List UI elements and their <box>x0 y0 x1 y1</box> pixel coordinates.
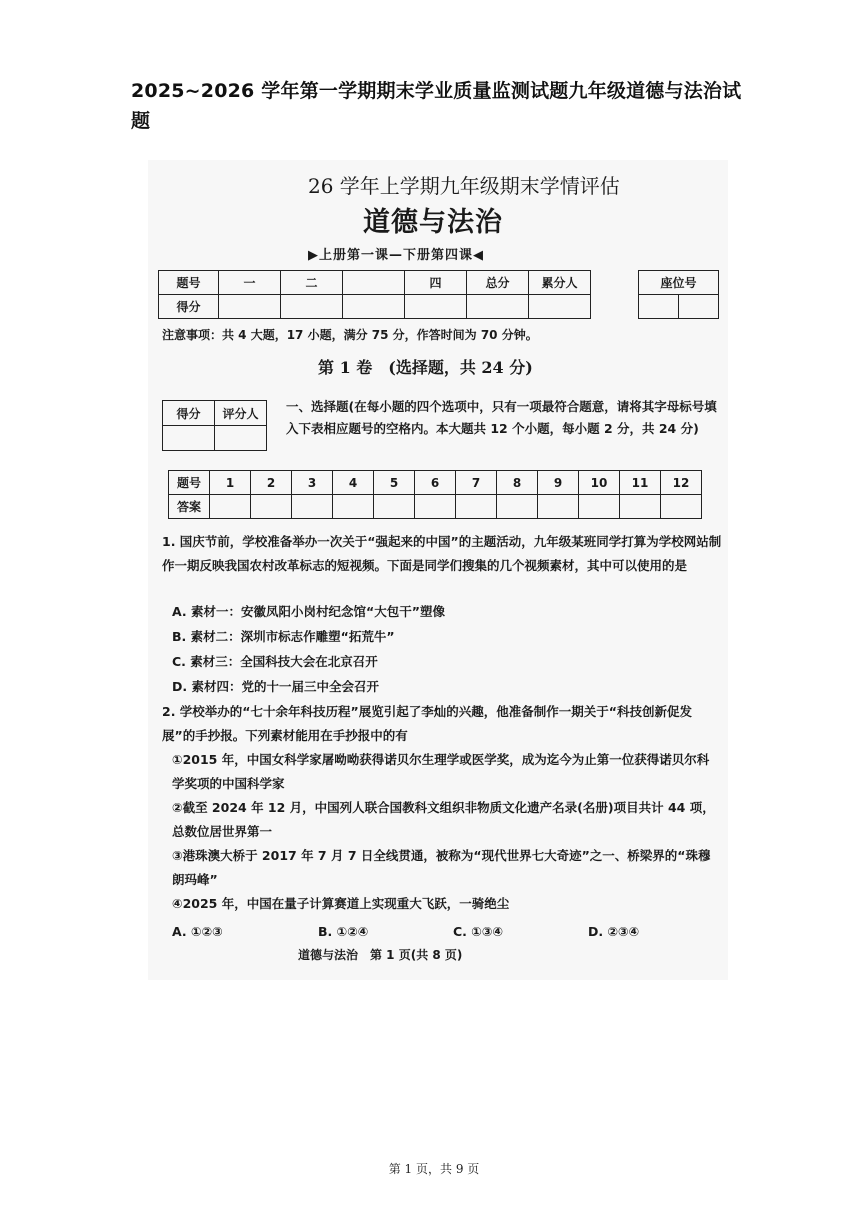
score-header-cell: 总分 <box>467 271 529 295</box>
answer-cell <box>210 495 251 519</box>
score-cell <box>219 295 281 319</box>
score-header-cell: 题号 <box>159 271 219 295</box>
exam-subject: 道德与法治 <box>363 207 503 238</box>
question-2-option-a: A. ①②③ <box>172 924 223 939</box>
grader-name-label: 评分人 <box>215 401 267 426</box>
page-number: 第 1 页，共 9 页 <box>388 1162 480 1176</box>
score-header-cell: 四 <box>405 271 467 295</box>
question-1-option-c: C. 素材三：全国科技大会在北京召开 <box>172 654 378 669</box>
part-one-heading: 第 1 卷 (选择题，共 24 分) <box>318 358 533 377</box>
answer-num: 11 <box>620 471 661 495</box>
score-cell <box>281 295 343 319</box>
question-1-option-a: A. 素材一：安徽凤阳小岗村纪念馆“大包干”塑像 <box>172 604 445 619</box>
question-2-option-b: B. ①②④ <box>318 924 369 939</box>
answer-num: 12 <box>661 471 702 495</box>
scanned-exam-page <box>148 160 728 980</box>
answer-table <box>168 470 702 519</box>
answer-cell <box>251 495 292 519</box>
answer-num: 2 <box>251 471 292 495</box>
score-header-cell: 累分人 <box>529 271 591 295</box>
answer-num: 5 <box>374 471 415 495</box>
score-header-cell: 二 <box>281 271 343 295</box>
grader-cell <box>215 426 267 451</box>
seat-label: 座位号 <box>639 271 719 295</box>
answer-cell <box>579 495 620 519</box>
score-cell <box>467 295 529 319</box>
question-2-stem: 2. 学校举办的“七十余年科技历程”展览引起了李灿的兴趣，他准备制作一期关于“科技创新促发展”的手抄报。下列素材能用在手抄报中的有 <box>162 704 692 743</box>
exam-notice: 注意事项：共 4 大题，17 小题，满分 75 分，作答时间为 70 分钟。 <box>162 328 538 342</box>
score-cell <box>529 295 591 319</box>
grader-table <box>162 400 267 451</box>
answer-num: 8 <box>497 471 538 495</box>
exam-header: 26 学年上学期九年级期末学情评估 <box>308 174 620 198</box>
answer-cell <box>292 495 333 519</box>
answer-cell <box>374 495 415 519</box>
score-cell <box>405 295 467 319</box>
answer-num: 4 <box>333 471 374 495</box>
score-row-label: 得分 <box>159 295 219 319</box>
answer-num: 9 <box>538 471 579 495</box>
question-2-statement-4: ④2025 年，中国在量子计算赛道上实现重大飞跃，一骑绝尘 <box>172 896 510 911</box>
question-2-statement-2: ②截至 2024 年 12 月，中国列人联合国教科文组织非物质文化遗产名录(名册)项目共计 44 项，总数位居世界第一 <box>172 800 715 839</box>
grader-score-label: 得分 <box>163 401 215 426</box>
answer-num: 7 <box>456 471 497 495</box>
answer-cell <box>333 495 374 519</box>
answer-num: 10 <box>579 471 620 495</box>
score-header-cell: 一 <box>219 271 281 295</box>
score-header-cell <box>343 271 405 295</box>
answer-num-label: 题号 <box>169 471 210 495</box>
question-2-statement-1: ①2015 年，中国女科学家屠呦呦获得诺贝尔生理学或医学奖，成为迄今为止第一位获得诺贝尔科学奖项的中国科学家 <box>172 752 710 791</box>
question-1-option-b: B. 素材二：深圳市标志作雕塑“拓荒牛” <box>172 629 395 644</box>
answer-num: 3 <box>292 471 333 495</box>
answer-cell <box>456 495 497 519</box>
seat-cell <box>639 295 679 319</box>
answer-cell <box>497 495 538 519</box>
scan-page-footer: 道德与法治 第 1 页(共 8 页) <box>298 948 463 962</box>
question-1-option-d: D. 素材四：党的十一届三中全会召开 <box>172 679 379 694</box>
exam-range: ▶上册第一课—下册第四课◀ <box>308 248 484 263</box>
question-2-option-c: C. ①③④ <box>453 924 504 939</box>
answer-num: 6 <box>415 471 456 495</box>
question-2-option-d: D. ②③④ <box>588 924 640 939</box>
answer-cell <box>620 495 661 519</box>
question-2-statement-3: ③港珠澳大桥于 2017 年 7 月 7 日全线贯通，被称为“现代世界七大奇迹”之一、桥梁界的“珠穆朗玛峰” <box>172 848 711 887</box>
answer-num: 1 <box>210 471 251 495</box>
grader-cell <box>163 426 215 451</box>
seat-cell <box>679 295 719 319</box>
document-title: 2025~2026 学年第一学期期末学业质量监测试题九年级道德与法治试题 <box>131 80 742 132</box>
score-table <box>158 270 591 319</box>
answer-cell <box>538 495 579 519</box>
question-1-stem: 1. 国庆节前，学校准备举办一次关于“强起来的中国”的主题活动，九年级某班同学打算为学校网站制作一期反映我国农村改革标志的短视频。下面是同学们搜集的几个视频素材，其中可以使用的是 <box>162 534 722 573</box>
score-cell <box>343 295 405 319</box>
answer-cell <box>661 495 702 519</box>
section-instructions: 一、选择题(在每小题的四个选项中，只有一项最符合题意，请将其字母标号填入下表相应题号的空格内。本大题共 12 个小题，每小题 2 分，共 24 分) <box>286 399 717 436</box>
answer-ans-label: 答案 <box>169 495 210 519</box>
answer-cell <box>415 495 456 519</box>
seat-table <box>638 270 719 319</box>
